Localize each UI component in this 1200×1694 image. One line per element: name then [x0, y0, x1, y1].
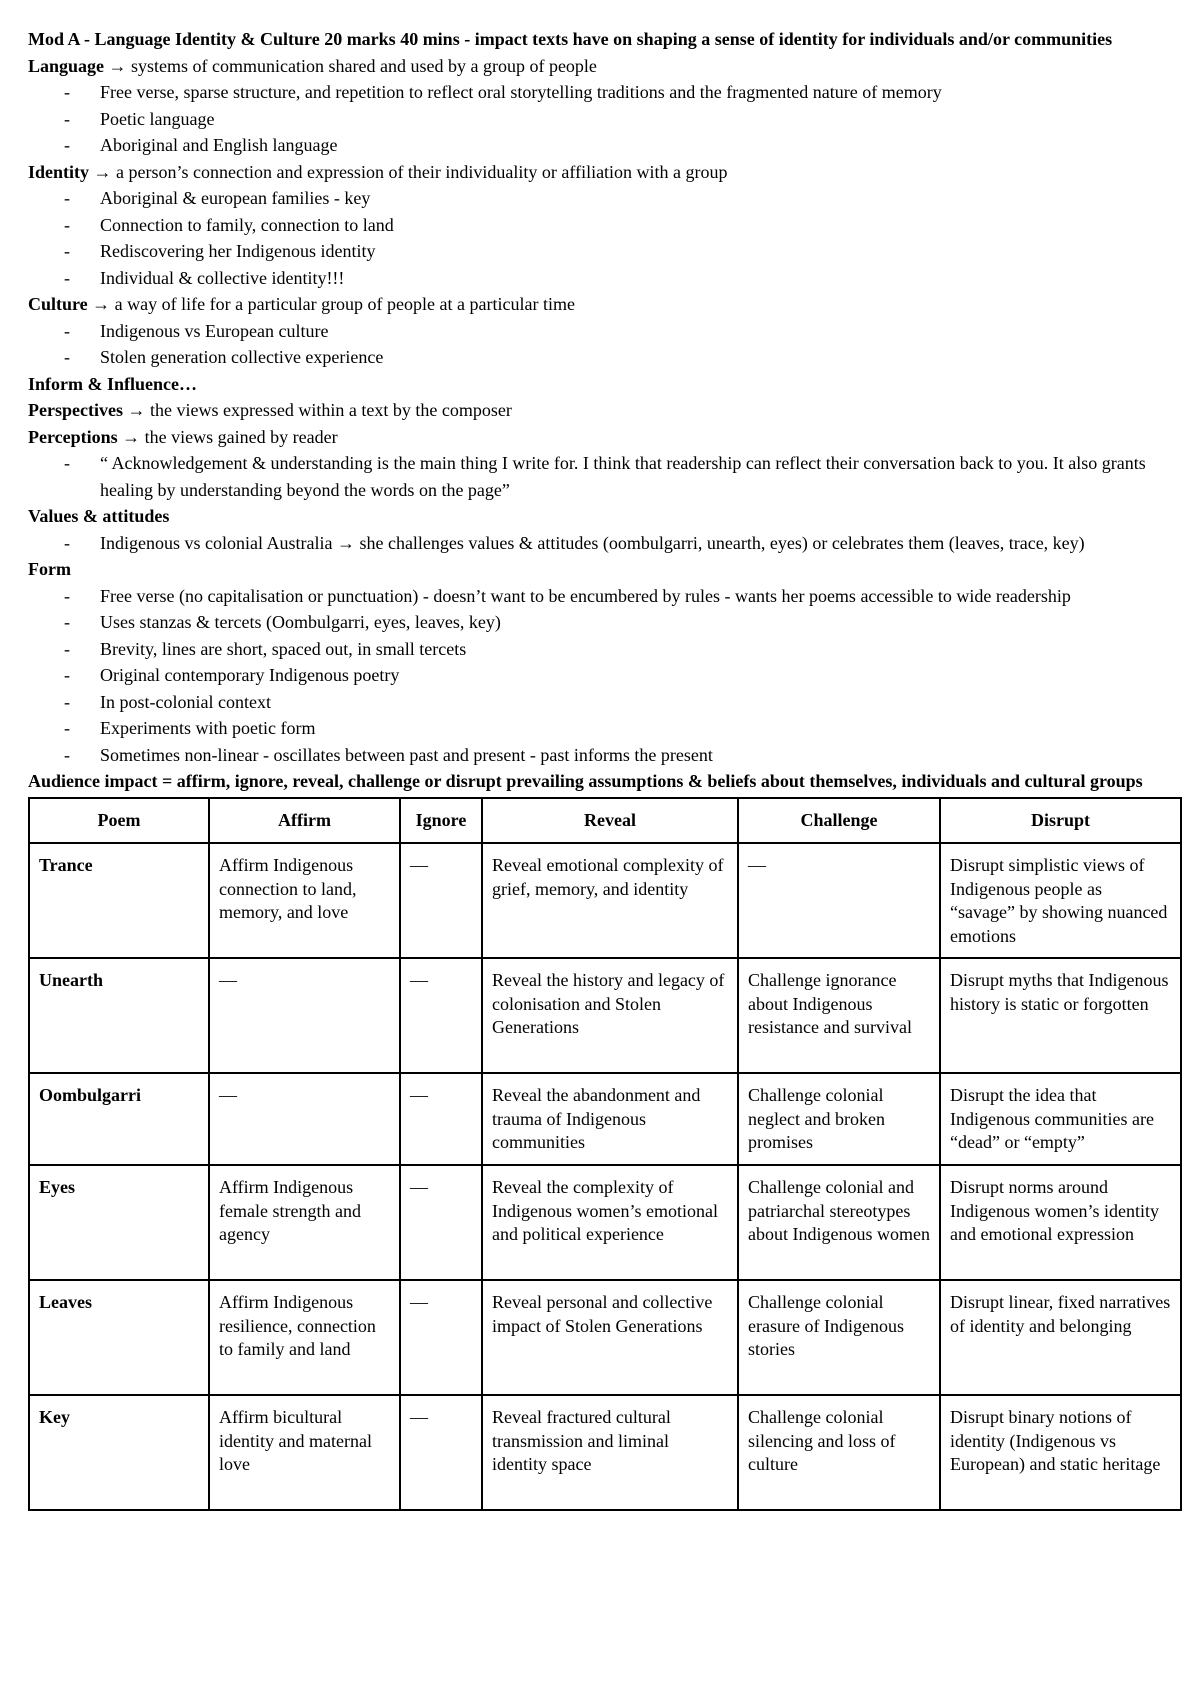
- cell-poem: Unearth: [29, 958, 209, 1073]
- cell-reveal: Reveal the abandonment and trauma of Indigenous communities: [482, 1073, 738, 1165]
- form-list: [28, 583, 1172, 769]
- culture-term: Culture: [28, 294, 88, 314]
- table-header-row: [29, 798, 1181, 844]
- dash-bullet: -: [64, 241, 70, 261]
- table-row: [29, 958, 1181, 1073]
- list-item-text: Free verse, sparse structure, and repetition to reflect oral storytelling traditions and the fragmented nature of memory: [100, 82, 942, 102]
- document-title: Mod A - Language Identity & Culture 20 marks 40 mins - impact texts have on shaping a sense of identity for individuals and/or communities: [28, 29, 1113, 49]
- dash-bullet: -: [64, 82, 70, 102]
- dash-bullet: -: [64, 320, 70, 341]
- list-item-text: Individual & collective identity!!!: [100, 267, 345, 288]
- cell-poem: Leaves: [29, 1280, 209, 1395]
- list-item-text: Aboriginal and English language: [100, 135, 338, 155]
- list-item: [28, 583, 1172, 610]
- cell-disrupt: Disrupt simplistic views of Indigenous people as “savage” by showing nuanced emotions: [940, 843, 1181, 958]
- cell-poem: Key: [29, 1395, 209, 1510]
- list-item-text: Indigenous vs colonial Australia → she challenges values & attitudes (oombulgarri, unearth, eyes) or celebrates them (leaves, trace, key): [100, 532, 1085, 553]
- cell-ignore: —: [400, 1165, 482, 1280]
- list-item: [28, 106, 1172, 133]
- table-row: [29, 843, 1181, 958]
- perceptions-list: [28, 450, 1172, 503]
- values-list: [28, 530, 1172, 557]
- dash-bullet: -: [64, 744, 70, 765]
- cell-ignore: —: [400, 1073, 482, 1165]
- dash-bullet: -: [64, 612, 70, 632]
- cell-poem: Trance: [29, 843, 209, 958]
- list-item-text: Poetic language: [100, 108, 215, 129]
- dash-bullet: -: [64, 188, 70, 208]
- cell-disrupt: Disrupt binary notions of identity (Indigenous vs European) and static heritage: [940, 1395, 1181, 1510]
- header-reveal: Reveal: [482, 798, 738, 844]
- cell-challenge: Challenge ignorance about Indigenous resistance and survival: [738, 958, 940, 1073]
- list-item: [28, 132, 1172, 159]
- identity-list: [28, 185, 1172, 291]
- header-challenge: Challenge: [738, 798, 940, 844]
- cell-affirm: Affirm bicultural identity and maternal love: [209, 1395, 400, 1510]
- list-item: [28, 530, 1172, 557]
- table-row: [29, 1395, 1181, 1510]
- perceptions-line: [28, 424, 1172, 451]
- table-row: [29, 1165, 1181, 1280]
- list-item: [28, 662, 1172, 689]
- dash-bullet: -: [64, 585, 70, 606]
- cell-reveal: Reveal the complexity of Indigenous women’s emotional and political experience: [482, 1165, 738, 1280]
- list-item: [28, 450, 1172, 503]
- list-item-text: Uses stanzas & tercets (Oombulgarri, eyes, leaves, key): [100, 612, 501, 632]
- list-item: [28, 689, 1172, 716]
- cell-disrupt: Disrupt linear, fixed narratives of identity and belonging: [940, 1280, 1181, 1395]
- cell-affirm: —: [209, 1073, 400, 1165]
- list-item-text: “ Acknowledgement & understanding is the main thing I write for. I think that readership can reflect their conversation back to you. It also grants healing by understanding beyond the words on the page”: [100, 453, 1146, 500]
- cell-reveal: Reveal fractured cultural transmission and liminal identity space: [482, 1395, 738, 1510]
- culture-line: [28, 291, 1172, 318]
- identity-line: [28, 159, 1172, 186]
- list-item: [28, 185, 1172, 212]
- dash-bullet: -: [64, 691, 70, 712]
- list-item: [28, 265, 1172, 292]
- list-item: [28, 238, 1172, 265]
- cell-disrupt: Disrupt norms around Indigenous women’s identity and emotional expression: [940, 1165, 1181, 1280]
- cell-affirm: Affirm Indigenous resilience, connection to family and land: [209, 1280, 400, 1395]
- list-item: [28, 79, 1172, 106]
- header-disrupt: Disrupt: [940, 798, 1181, 844]
- cell-reveal: Reveal emotional complexity of grief, memory, and identity: [482, 843, 738, 958]
- cell-challenge: Challenge colonial silencing and loss of culture: [738, 1395, 940, 1510]
- cell-poem: Oombulgarri: [29, 1073, 209, 1165]
- list-item: [28, 609, 1172, 636]
- dash-bullet: -: [64, 347, 70, 367]
- list-item-text: Indigenous vs European culture: [100, 320, 329, 341]
- dash-bullet: -: [64, 214, 70, 235]
- dash-bullet: -: [64, 108, 70, 129]
- dash-bullet: -: [64, 267, 70, 288]
- values-term: Values & attitudes: [28, 506, 170, 526]
- list-item-text: Stolen generation collective experience: [100, 347, 384, 367]
- cell-challenge: Challenge colonial and patriarchal stereotypes about Indigenous women: [738, 1165, 940, 1280]
- perspectives-definition: → the views expressed within a text by the composer: [122, 400, 512, 420]
- cell-reveal: Reveal personal and collective impact of Stolen Generations: [482, 1280, 738, 1395]
- list-item-text: Experiments with poetic form: [100, 718, 316, 738]
- inform-term: Inform & Influence…: [28, 373, 197, 394]
- dash-bullet: -: [64, 718, 70, 738]
- cell-challenge: Challenge colonial erasure of Indigenous stories: [738, 1280, 940, 1395]
- header-poem: Poem: [29, 798, 209, 844]
- identity-term: Identity: [28, 161, 90, 182]
- table-row: [29, 1073, 1181, 1165]
- list-item-text: In post-colonial context: [100, 691, 271, 712]
- list-item: [28, 318, 1172, 345]
- header-ignore: Ignore: [400, 798, 482, 844]
- list-item: [28, 344, 1172, 371]
- cell-ignore: —: [400, 1395, 482, 1510]
- culture-definition: → a way of life for a particular group of people at a particular time: [87, 294, 575, 314]
- dash-bullet: -: [64, 453, 70, 473]
- list-item-text: Aboriginal & european families - key: [100, 188, 371, 208]
- perspectives-term: Perspectives: [28, 400, 123, 420]
- list-item-text: Rediscovering her Indigenous identity: [100, 241, 376, 261]
- cell-affirm: Affirm Indigenous connection to land, memory, and love: [209, 843, 400, 958]
- perspectives-line: [28, 397, 1172, 424]
- list-item-text: Brevity, lines are short, spaced out, in small tercets: [100, 638, 467, 659]
- cell-affirm: Affirm Indigenous female strength and agency: [209, 1165, 400, 1280]
- cell-disrupt: Disrupt myths that Indigenous history is static or forgotten: [940, 958, 1181, 1073]
- cell-challenge: —: [738, 843, 940, 958]
- cell-disrupt: Disrupt the idea that Indigenous communities are “dead” or “empty”: [940, 1073, 1181, 1165]
- perceptions-definition: → the views gained by reader: [117, 426, 338, 447]
- language-list: [28, 79, 1172, 159]
- cell-reveal: Reveal the history and legacy of colonisation and Stolen Generations: [482, 958, 738, 1073]
- header-affirm: Affirm: [209, 798, 400, 844]
- dash-bullet: -: [64, 638, 70, 659]
- list-item-text: Connection to family, connection to land: [100, 214, 394, 235]
- identity-definition: → a person’s connection and expression of their individuality or affiliation with a group: [89, 161, 728, 182]
- cell-ignore: —: [400, 958, 482, 1073]
- language-term: Language: [28, 55, 105, 76]
- form-line: [28, 556, 1172, 583]
- values-line: [28, 503, 1172, 530]
- list-item: [28, 715, 1172, 742]
- cell-affirm: —: [209, 958, 400, 1073]
- list-item-text: Sometimes non-linear - oscillates between past and present - past informs the present: [100, 744, 713, 765]
- language-definition: → systems of communication shared and used by a group of people: [104, 55, 597, 76]
- list-item: [28, 742, 1172, 769]
- dash-bullet: -: [64, 135, 70, 155]
- inform-line: [28, 371, 1172, 398]
- dash-bullet: -: [64, 665, 70, 685]
- audience-impact-heading: Audience impact = affirm, ignore, reveal, challenge or disrupt prevailing assumptions & beliefs about themselves, individuals and cultural groups: [28, 771, 1143, 791]
- list-item: [28, 636, 1172, 663]
- dash-bullet: -: [64, 532, 70, 553]
- cell-poem: Eyes: [29, 1165, 209, 1280]
- culture-list: [28, 318, 1172, 371]
- cell-ignore: —: [400, 843, 482, 958]
- table-row: [29, 1280, 1181, 1395]
- form-term: Form: [28, 559, 71, 579]
- list-item: [28, 212, 1172, 239]
- cell-ignore: —: [400, 1280, 482, 1395]
- list-item-text: Free verse (no capitalisation or punctuation) - doesn’t want to be encumbered by rules - wants her poems accessible to wide readership: [100, 585, 1071, 606]
- poem-impact-table: [28, 797, 1182, 1512]
- list-item-text: Original contemporary Indigenous poetry: [100, 665, 400, 685]
- cell-challenge: Challenge colonial neglect and broken promises: [738, 1073, 940, 1165]
- language-line: [28, 53, 1172, 80]
- perceptions-term: Perceptions: [28, 426, 118, 447]
